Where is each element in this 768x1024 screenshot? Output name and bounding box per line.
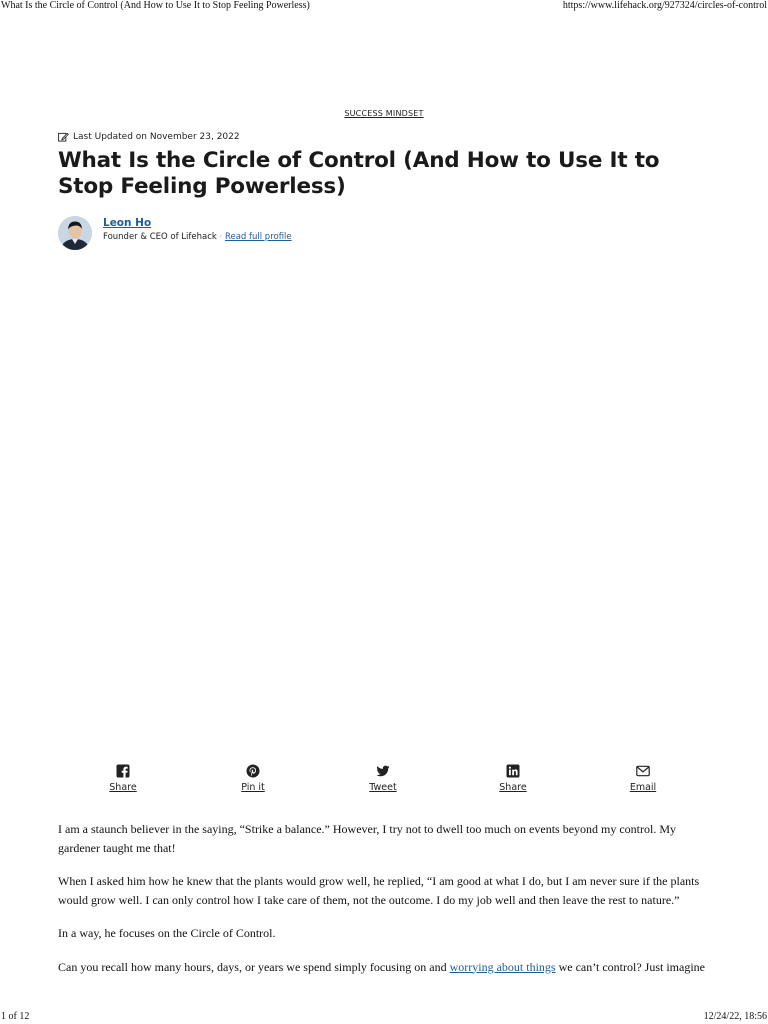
body-paragraph [58,958,718,977]
body-paragraph: In a way, he focuses on the Circle of Control. [58,926,276,940]
category-tag-wrapper [0,103,768,121]
author-subline [103,232,292,242]
share-bar [58,764,708,793]
category-link[interactable]: SUCCESS MINDSET [344,109,424,118]
body-text-span: Can you recall how many hours, days, or years we spend simply focusing on and [58,959,450,974]
share-linkedin-button[interactable] [448,764,578,793]
author-text [103,216,292,242]
author-name-link[interactable]: Leon Ho [103,217,152,229]
share-pinterest-label: Pin it [241,782,265,793]
email-icon [636,764,650,778]
last-updated [58,132,240,142]
share-twitter-label: Tweet [369,782,397,793]
twitter-icon [376,764,390,778]
print-footer-datetime: 12/24/22, 18:56 [703,1011,767,1022]
share-facebook-button[interactable] [58,764,188,793]
print-header-url: https://www.lifehack.org/927324/circles-of-control [562,0,767,11]
article-title: What Is the Circle of Control (And How to Use It to Stop Feeling Powerless) [58,148,660,199]
read-profile-link[interactable]: Read full profile [224,232,292,242]
edit-icon [58,132,69,142]
body-text-span: we can’t control? Just imagine [555,959,705,974]
print-header-title: What Is the Circle of Control (And How to Use It to Stop Feeling Powerless) [1,0,310,11]
share-email-button[interactable] [578,764,708,793]
linkedin-icon [506,764,520,778]
print-footer-page: 1 of 12 [1,1011,30,1022]
author-block [58,216,292,250]
author-role: Founder & CEO of Lifehack [103,232,217,242]
author-avatar[interactable] [58,216,92,250]
article-body [58,820,718,991]
share-pinterest-button[interactable] [188,764,318,793]
worrying-about-things-link[interactable]: worrying about things [449,959,556,974]
share-email-label: Email [629,782,657,793]
facebook-icon [116,764,130,778]
share-facebook-label: Share [109,782,137,793]
share-twitter-button[interactable] [318,764,448,793]
body-paragraph: I am a staunch believer in the saying, “Strike a balance.” However, I try not to dwell too much on events beyond my control. My gardener taught me that! [58,822,677,855]
body-paragraph: When I asked him how he knew that the plants would grow well, he replied, “I am good at what I do, but I am never sure if the plants would grow well. I can only control how I take care of them, not the outcome. I do my job well and then leave the rest to nature.” [58,874,700,907]
pinterest-icon [246,764,260,778]
share-linkedin-label: Share [499,782,527,793]
last-updated-text: Last Updated on November 23, 2022 [73,132,240,142]
author-separator: · [219,232,223,242]
